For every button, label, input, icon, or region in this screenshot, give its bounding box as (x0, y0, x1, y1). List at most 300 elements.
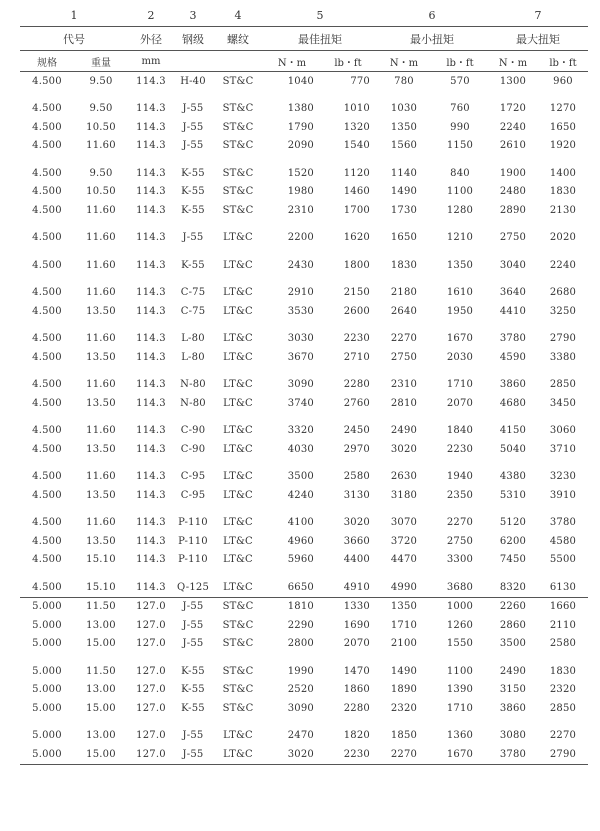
maximum-nm-cell: 4680 (499, 397, 527, 409)
maximum-nm-cell: 1300 (499, 75, 527, 87)
minimum-nm-cell: 2100 (390, 638, 418, 650)
thread-cell: ST&C (222, 121, 254, 133)
grade-cell: J-55 (182, 730, 204, 742)
maximum-nm-cell: 4150 (499, 425, 527, 437)
group-spacer (20, 220, 588, 229)
minimum-lbft-cell: 1280 (446, 204, 474, 216)
group-spacer (20, 653, 588, 662)
od-cell: 127.0 (136, 684, 166, 696)
optimum-lbft-cell: 2070 (343, 638, 370, 650)
optimum-lbft-cell: 1330 (320, 597, 376, 616)
size-cell: 4.500 (32, 351, 62, 363)
table-row (20, 302, 588, 321)
table-row (20, 100, 588, 119)
spacer-cell (20, 321, 588, 330)
maximum-lbft-cell: 2130 (549, 204, 577, 216)
group-spacer (20, 413, 588, 422)
thread-cell: LT&C (212, 745, 264, 764)
maximum-lbft-cell: 2790 (549, 333, 577, 345)
optimum-lbft-cell: 3660 (343, 535, 370, 547)
thread-cell: LT&C (223, 305, 253, 317)
weight-cell: 13.00 (86, 619, 116, 631)
minimum-lbft-cell: 1350 (446, 259, 474, 271)
od-cell: 114.3 (136, 535, 166, 547)
minimum-nm-cell: 2310 (390, 379, 418, 391)
thread-cell: ST&C (222, 140, 254, 152)
weight-cell: 13.50 (86, 351, 116, 363)
grade-cell: J-55 (174, 597, 212, 616)
minimum-nm-cell: 780 (394, 75, 414, 87)
optimum-nm-cell: 1980 (287, 186, 314, 198)
optimum-lbft-cell: 2970 (343, 443, 370, 455)
thread-cell: LT&C (223, 730, 253, 742)
title-maximum-torque: 最大扭矩 (488, 27, 588, 51)
weight-cell: 11.60 (86, 232, 116, 244)
size-cell: 4.500 (32, 443, 62, 455)
grade-cell: L-80 (181, 351, 205, 363)
optimum-lbft-cell: 1540 (343, 140, 370, 152)
thread-cell: LT&C (223, 443, 253, 455)
spacer-cell (20, 569, 588, 578)
thread-cell: LT&C (223, 471, 253, 483)
optimum-lbft-cell: 3020 (343, 517, 370, 529)
table-row (20, 532, 588, 551)
maximum-lbft-cell: 1830 (549, 186, 577, 198)
size-cell: 5.000 (20, 745, 74, 764)
sub-weight: 重量 (74, 51, 128, 72)
thread-cell: LT&C (223, 397, 253, 409)
spacer-cell (20, 505, 588, 514)
table-row (20, 348, 588, 367)
optimum-lbft-cell: 1700 (343, 204, 370, 216)
minimum-lbft-cell: 3680 (446, 581, 474, 593)
optimum-lbft-cell: 2580 (343, 471, 370, 483)
thread-cell: LT&C (223, 517, 253, 529)
od-cell: 127.0 (128, 745, 174, 764)
grade-cell: K-55 (181, 684, 205, 696)
minimum-nm-cell: 1850 (390, 730, 418, 742)
optimum-nm-cell: 6650 (287, 581, 314, 593)
maximum-lbft-cell: 3910 (549, 489, 577, 501)
thread-cell: ST&C (222, 638, 254, 650)
table-row (20, 183, 588, 202)
maximum-lbft-cell: 1650 (549, 121, 577, 133)
minimum-nm-cell: 1490 (390, 186, 418, 198)
spacer-cell (20, 653, 588, 662)
minimum-lbft-cell: 1940 (446, 471, 474, 483)
size-cell: 4.500 (32, 333, 62, 345)
size-cell: 4.500 (32, 517, 62, 529)
od-cell: 114.3 (136, 204, 166, 216)
grade-cell: C-95 (180, 489, 206, 501)
size-cell: 5.000 (32, 638, 62, 650)
table-row (20, 256, 588, 275)
optimum-nm-cell: 2470 (287, 730, 314, 742)
table-row (20, 662, 588, 681)
grade-cell: L-80 (181, 333, 205, 345)
optimum-nm-cell: 4960 (287, 535, 314, 547)
maximum-lbft-cell: 6130 (549, 581, 577, 593)
grade-cell: K-55 (181, 259, 205, 271)
minimum-lbft-cell: 1360 (446, 730, 474, 742)
od-cell: 127.0 (136, 702, 166, 714)
minimum-lbft-cell: 1610 (446, 287, 474, 299)
maximum-nm-cell: 2480 (499, 186, 527, 198)
optimum-lbft-cell: 2230 (320, 745, 376, 764)
maximum-nm-cell: 1720 (499, 103, 527, 115)
spacer-cell (20, 275, 588, 284)
minimum-nm-cell: 1350 (390, 121, 418, 133)
optimum-nm-cell: 3500 (287, 471, 314, 483)
size-cell: 4.500 (32, 259, 62, 271)
optimum-lbft-cell: 4400 (343, 554, 370, 566)
minimum-lbft-cell: 2070 (446, 397, 474, 409)
optimum-nm-cell: 2090 (287, 140, 314, 152)
weight-cell: 15.10 (86, 554, 116, 566)
grade-cell: J-55 (182, 232, 204, 244)
od-cell: 127.0 (136, 665, 166, 677)
sub-unit-nm: N・m (376, 51, 432, 72)
weight-cell: 15.00 (86, 702, 116, 714)
weight-cell: 15.00 (74, 745, 128, 764)
group-spacer (20, 459, 588, 468)
maximum-nm-cell: 4590 (499, 351, 527, 363)
table-row (20, 727, 588, 746)
od-cell: 114.3 (136, 397, 166, 409)
col-number-2: 2 (128, 4, 174, 27)
weight-cell: 13.00 (86, 730, 116, 742)
thread-cell: ST&C (222, 684, 254, 696)
thread-cell: ST&C (222, 204, 254, 216)
spacer-cell (20, 91, 588, 100)
grade-cell: C-75 (180, 305, 206, 317)
thread-cell: ST&C (222, 186, 254, 198)
optimum-lbft-cell: 2280 (343, 379, 370, 391)
maximum-lbft-cell: 3060 (549, 425, 577, 437)
thread-cell: ST&C (222, 103, 254, 115)
weight-cell: 11.60 (86, 287, 116, 299)
maximum-lbft-cell: 3450 (549, 397, 577, 409)
maximum-lbft-cell: 2320 (549, 684, 577, 696)
table-row (20, 164, 588, 183)
weight-cell: 11.60 (86, 425, 116, 437)
maximum-nm-cell: 3780 (499, 333, 527, 345)
minimum-nm-cell: 1890 (390, 684, 418, 696)
thread-cell: ST&C (222, 702, 254, 714)
minimum-lbft-cell: 2270 (446, 517, 474, 529)
size-cell: 4.500 (32, 535, 62, 547)
grade-cell: P-110 (178, 535, 208, 547)
od-cell: 114.3 (136, 287, 166, 299)
maximum-lbft-cell: 1830 (549, 665, 577, 677)
spacer-cell (20, 413, 588, 422)
minimum-lbft-cell: 1100 (446, 665, 474, 677)
size-cell: 4.500 (32, 554, 62, 566)
weight-cell: 13.50 (86, 535, 116, 547)
group-spacer (20, 155, 588, 164)
weight-cell: 13.00 (86, 684, 116, 696)
maximum-nm-cell: 3500 (499, 638, 527, 650)
spacer-cell (20, 718, 588, 727)
spacer-cell (20, 459, 588, 468)
minimum-lbft-cell: 760 (450, 103, 470, 115)
minimum-nm-cell: 3070 (390, 517, 418, 529)
minimum-lbft-cell: 3300 (446, 554, 474, 566)
minimum-lbft-cell: 2230 (446, 443, 474, 455)
optimum-nm-cell: 2910 (287, 287, 314, 299)
minimum-nm-cell: 1710 (390, 619, 418, 631)
weight-cell: 11.60 (86, 379, 116, 391)
grade-cell: N-80 (180, 379, 206, 391)
maximum-nm-cell: 3860 (499, 702, 527, 714)
table-header (20, 4, 588, 72)
minimum-nm-cell: 3720 (390, 535, 418, 547)
size-cell: 4.500 (32, 471, 62, 483)
weight-cell: 11.60 (86, 140, 116, 152)
od-cell: 114.3 (136, 443, 166, 455)
group-spacer (20, 247, 588, 256)
optimum-nm-cell: 2430 (287, 259, 314, 271)
size-cell: 4.500 (32, 581, 62, 593)
grade-cell: J-55 (182, 121, 204, 133)
maximum-nm-cell: 3780 (488, 745, 538, 764)
od-cell: 114.3 (136, 333, 166, 345)
optimum-nm-cell: 5960 (287, 554, 314, 566)
optimum-nm-cell: 3020 (264, 745, 320, 764)
grade-cell: J-55 (174, 745, 212, 764)
optimum-lbft-cell: 1320 (343, 121, 370, 133)
maximum-lbft-cell: 2270 (549, 730, 577, 742)
size-cell: 4.500 (32, 305, 62, 317)
od-cell: 114.3 (136, 121, 166, 133)
optimum-lbft-cell: 1460 (343, 186, 370, 198)
optimum-lbft-cell: 1470 (343, 665, 370, 677)
maximum-nm-cell: 2490 (499, 665, 527, 677)
minimum-lbft-cell: 840 (450, 167, 470, 179)
minimum-nm-cell: 1350 (376, 597, 432, 616)
optimum-nm-cell: 2310 (287, 204, 314, 216)
maximum-nm-cell: 2750 (499, 232, 527, 244)
optimum-lbft-cell: 2450 (343, 425, 370, 437)
sub-empty (212, 51, 264, 72)
size-cell: 4.500 (32, 103, 62, 115)
table-row (20, 422, 588, 441)
optimum-lbft-cell: 1800 (343, 259, 370, 271)
od-cell: 114.3 (136, 103, 166, 115)
size-cell: 4.500 (32, 121, 62, 133)
unit-row (20, 51, 588, 72)
thread-cell: LT&C (223, 333, 253, 345)
minimum-nm-cell: 2180 (390, 287, 418, 299)
od-cell: 127.0 (128, 597, 174, 616)
maximum-lbft-cell: 3710 (549, 443, 577, 455)
optimum-lbft-cell: 2710 (343, 351, 370, 363)
optimum-nm-cell: 1810 (264, 597, 320, 616)
thread-cell: ST&C (212, 597, 264, 616)
group-spacer (20, 367, 588, 376)
column-number-row (20, 4, 588, 27)
optimum-lbft-cell: 1690 (343, 619, 370, 631)
maximum-nm-cell: 3860 (499, 379, 527, 391)
minimum-nm-cell: 1140 (390, 167, 418, 179)
weight-cell: 11.60 (86, 259, 116, 271)
od-cell: 114.3 (136, 517, 166, 529)
maximum-nm-cell: 1900 (499, 167, 527, 179)
title-minimum-torque: 最小扭矩 (376, 27, 488, 51)
title-od: 外径 (128, 27, 174, 51)
optimum-nm-cell: 3530 (287, 305, 314, 317)
thread-cell: LT&C (223, 489, 253, 501)
table-row (20, 229, 588, 248)
table-row (20, 137, 588, 156)
optimum-nm-cell: 3320 (287, 425, 314, 437)
table-row (20, 376, 588, 395)
spacer-cell (20, 220, 588, 229)
weight-cell: 11.60 (86, 204, 116, 216)
size-cell: 5.000 (32, 619, 62, 631)
weight-cell: 13.50 (86, 397, 116, 409)
weight-cell: 9.50 (89, 167, 113, 179)
grade-cell: H-40 (180, 75, 206, 87)
table-body (20, 72, 588, 765)
maximum-lbft-cell: 2580 (549, 638, 577, 650)
minimum-lbft-cell: 570 (450, 75, 470, 87)
size-cell: 5.000 (32, 730, 62, 742)
grade-cell: N-80 (180, 397, 206, 409)
grade-cell: K-55 (181, 702, 205, 714)
table-row (20, 514, 588, 533)
od-cell: 114.3 (136, 425, 166, 437)
optimum-nm-cell: 2520 (287, 684, 314, 696)
col-number-1: 1 (20, 4, 128, 27)
size-cell: 5.000 (32, 684, 62, 696)
table-row (20, 635, 588, 654)
maximum-nm-cell: 4410 (499, 305, 527, 317)
title-thread: 螺纹 (212, 27, 264, 51)
grade-cell: J-55 (182, 140, 204, 152)
optimum-lbft-cell: 1820 (343, 730, 370, 742)
spacer-cell (20, 367, 588, 376)
od-cell: 127.0 (136, 638, 166, 650)
col-number-4: 4 (212, 4, 264, 27)
weight-cell: 10.50 (86, 186, 116, 198)
minimum-nm-cell: 2270 (390, 333, 418, 345)
od-cell: 114.3 (136, 471, 166, 483)
od-cell: 114.3 (136, 379, 166, 391)
sub-unit-nm: N・m (264, 51, 320, 72)
grade-cell: K-55 (181, 167, 205, 179)
size-cell: 4.500 (32, 75, 62, 87)
minimum-lbft-cell: 1000 (432, 597, 488, 616)
minimum-nm-cell: 3180 (390, 489, 418, 501)
size-cell: 4.500 (32, 397, 62, 409)
maximum-nm-cell: 5310 (499, 489, 527, 501)
thread-cell: ST&C (222, 619, 254, 631)
weight-cell: 11.50 (86, 665, 116, 677)
minimum-nm-cell: 2490 (390, 425, 418, 437)
thread-cell: LT&C (223, 287, 253, 299)
maximum-lbft-cell: 2850 (549, 702, 577, 714)
maximum-lbft-cell: 1400 (549, 167, 577, 179)
weight-cell: 10.50 (86, 121, 116, 133)
table-row (20, 118, 588, 137)
od-cell: 114.3 (136, 259, 166, 271)
title-optimum-torque: 最佳扭矩 (264, 27, 376, 51)
optimum-nm-cell: 3090 (287, 702, 314, 714)
size-cell: 4.500 (32, 140, 62, 152)
weight-cell: 9.50 (89, 103, 113, 115)
optimum-lbft-cell: 4910 (343, 581, 370, 593)
table-row (20, 699, 588, 718)
weight-cell: 13.50 (86, 489, 116, 501)
torque-table (20, 4, 588, 765)
optimum-lbft-cell: 770 (350, 75, 370, 87)
maximum-lbft-cell: 3250 (549, 305, 577, 317)
od-cell: 114.3 (136, 351, 166, 363)
maximum-nm-cell: 2240 (499, 121, 527, 133)
size-cell: 5.000 (20, 597, 74, 616)
grade-cell: Q-125 (176, 581, 210, 593)
grade-cell: J-55 (182, 619, 204, 631)
thread-cell: ST&C (222, 665, 254, 677)
maximum-nm-cell: 6200 (499, 535, 527, 547)
optimum-nm-cell: 2290 (287, 619, 314, 631)
od-cell: 127.0 (136, 619, 166, 631)
minimum-nm-cell: 2270 (376, 745, 432, 764)
table-row (20, 201, 588, 220)
thread-cell: LT&C (223, 554, 253, 566)
group-spacer (20, 569, 588, 578)
minimum-lbft-cell: 1210 (446, 232, 474, 244)
size-cell: 4.500 (32, 186, 62, 198)
maximum-nm-cell: 3640 (499, 287, 527, 299)
maximum-nm-cell: 8320 (499, 581, 527, 593)
optimum-nm-cell: 2800 (287, 638, 314, 650)
maximum-lbft-cell: 3780 (549, 517, 577, 529)
table-row (20, 440, 588, 459)
table-row (20, 578, 588, 597)
maximum-nm-cell: 2260 (488, 597, 538, 616)
minimum-lbft-cell: 1950 (446, 305, 474, 317)
minimum-lbft-cell: 2750 (446, 535, 474, 547)
od-cell: 114.3 (136, 581, 166, 593)
maximum-lbft-cell: 3380 (549, 351, 577, 363)
maximum-lbft-cell: 2850 (549, 379, 577, 391)
optimum-nm-cell: 1380 (287, 103, 314, 115)
maximum-lbft-cell: 5500 (549, 554, 577, 566)
od-cell: 114.3 (136, 489, 166, 501)
table-row (20, 468, 588, 487)
size-cell: 5.000 (32, 702, 62, 714)
sub-unit-nm: N・m (488, 51, 538, 72)
minimum-nm-cell: 2810 (390, 397, 418, 409)
maximum-nm-cell: 4380 (499, 471, 527, 483)
minimum-nm-cell: 1650 (390, 232, 418, 244)
maximum-lbft-cell: 1270 (549, 103, 577, 115)
optimum-lbft-cell: 1120 (343, 167, 370, 179)
sub-unit-lbft: lb・ft (432, 51, 488, 72)
thread-cell: LT&C (223, 351, 253, 363)
thread-cell: LT&C (223, 535, 253, 547)
od-cell: 114.3 (136, 554, 166, 566)
optimum-lbft-cell: 2230 (343, 333, 370, 345)
od-cell: 114.3 (136, 167, 166, 179)
optimum-lbft-cell: 2760 (343, 397, 370, 409)
group-spacer (20, 505, 588, 514)
maximum-lbft-cell: 2240 (549, 259, 577, 271)
grade-cell: C-90 (180, 425, 206, 437)
optimum-lbft-cell: 3130 (343, 489, 370, 501)
